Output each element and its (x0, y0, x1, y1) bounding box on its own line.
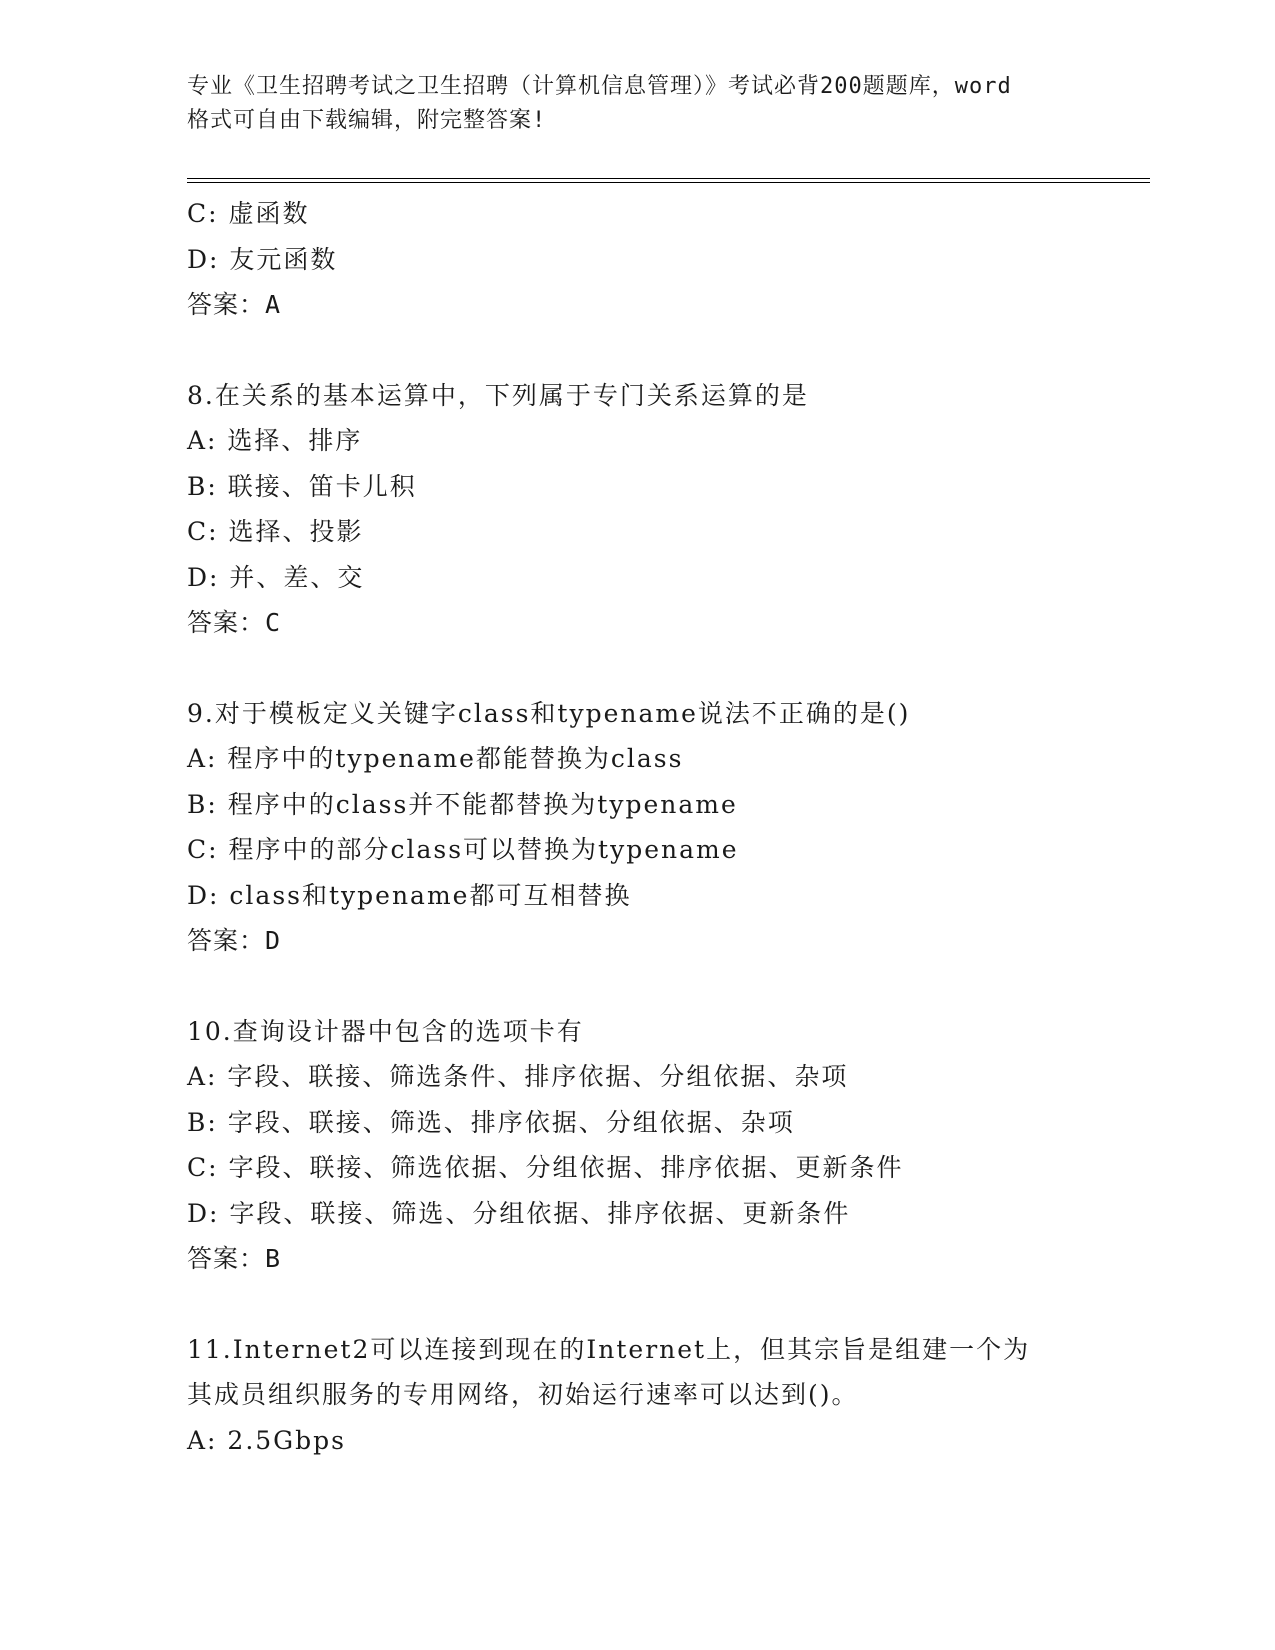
question-text-line-2: 其成员组织服务的专用网络，初始运行速率可以达到()。 (187, 1380, 859, 1409)
option-b: B: 字段、联接、筛选、排序依据、分组依据、杂项 (187, 1107, 795, 1137)
page-header (187, 70, 1087, 138)
option-c: C: 程序中的部分class可以替换为typename (187, 835, 739, 864)
question-8 (187, 373, 1087, 646)
option-d: D: class和typename都可互相替换 (187, 880, 632, 910)
option-a: A: 选择、排序 (187, 426, 363, 455)
option-a: A: 2.5Gbps (187, 1425, 346, 1455)
answer: 答案：B (187, 1244, 282, 1273)
answer: 答案：C (187, 608, 282, 637)
question-text-line-1: 11.Internet2可以连接到现在的Internet上，但其宗旨是组建一个为 (187, 1334, 1031, 1364)
question-text: 9.对于模板定义关键字class和typename说法不正确的是() (187, 698, 911, 728)
question-10 (187, 1009, 1087, 1282)
option-a: A: 字段、联接、筛选条件、排序依据、分组依据、杂项 (187, 1062, 849, 1091)
option-d: D: 并、差、交 (187, 562, 365, 592)
header-divider-top (187, 178, 1150, 179)
option-d: D: 字段、联接、筛选、分组依据、排序依据、更新条件 (187, 1198, 851, 1228)
question-text: 10.查询设计器中包含的选项卡有 (187, 1016, 584, 1046)
answer: 答案：A (187, 290, 282, 319)
header-title-line-2: 格式可自由下载编辑，附完整答案! (187, 108, 547, 133)
question-11 (187, 1327, 1087, 1464)
option-b: B: 程序中的class并不能都替换为typename (187, 789, 738, 819)
answer: 答案：D (187, 926, 282, 955)
header-divider-bottom (187, 182, 1150, 183)
option-c: C: 字段、联接、筛选依据、分组依据、排序依据、更新条件 (187, 1153, 904, 1182)
option-b: B: 联接、笛卡儿积 (187, 471, 417, 501)
option-c: C: 选择、投影 (187, 517, 364, 546)
option-d: D: 友元函数 (187, 244, 338, 274)
header-title-line-1: 专业《卫生招聘考试之卫生招聘（计算机信息管理）》考试必背200题题库，word (187, 74, 1012, 99)
question-9 (187, 691, 1087, 964)
question-content (187, 191, 1087, 1463)
question-7-tail (187, 191, 1087, 328)
question-text: 8.在关系的基本运算中，下列属于专门关系运算的是 (187, 380, 809, 410)
option-c: C: 虚函数 (187, 199, 310, 228)
option-a: A: 程序中的typename都能替换为class (187, 744, 684, 773)
